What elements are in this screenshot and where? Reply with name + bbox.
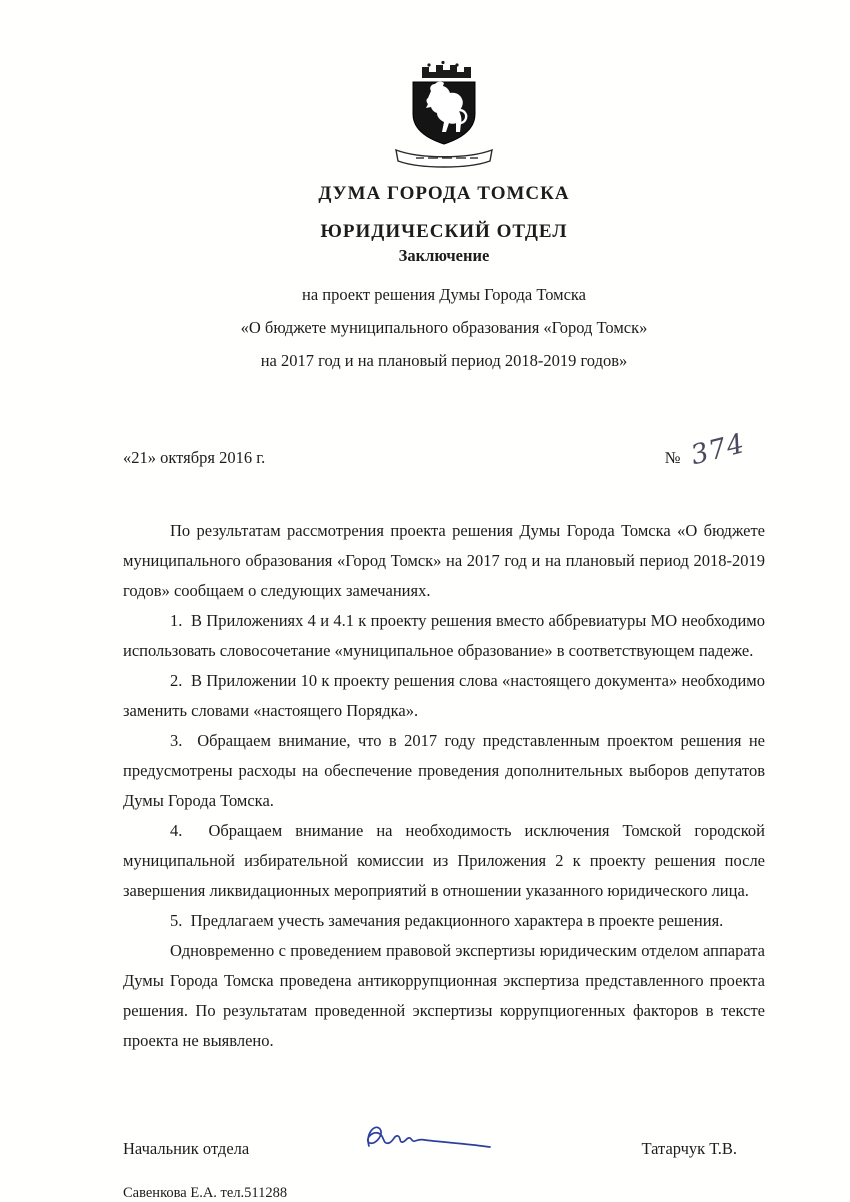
document-body xyxy=(123,516,765,1056)
org-name: ДУМА ГОРОДА ТОМСКА xyxy=(318,183,570,204)
paragraph-item-4: 4. Обращаем внимание на необходимость исключения Томской городской муниципальной избирательной комиссии из Приложения 2 к проекту решения после завершения ликвидационных мероприятий в отношении указанного юридического лица. xyxy=(123,821,765,900)
handwritten-number: 374 xyxy=(688,428,749,472)
document-date: «21» октября 2016 г. xyxy=(123,448,266,467)
date-number-row xyxy=(123,428,765,472)
signer-position: Начальник отдела xyxy=(123,1139,250,1158)
signoff-row xyxy=(123,1112,765,1159)
tomsk-coat-of-arms-icon xyxy=(382,58,506,175)
paragraph-item-1: 1. В Приложениях 4 и 4.1 к проекту решения вместо аббревиатуры МО необходимо использовать словосочетание «муниципальное образование» в соответствующем падеже. xyxy=(123,611,765,660)
paragraph-intro: По результатам рассмотрения проекта решения Думы Города Томска «О бюджете муниципального образования «Город Томск» на 2017 год и на плановый период 2018-2019 годов» сообщаем о следующих замечаниях. xyxy=(123,521,765,600)
handwritten-signature-icon xyxy=(335,1118,495,1165)
paragraph-item-5: 5. Предлагаем учесть замечания редакционного характера в проекте решения. xyxy=(170,911,724,930)
subject-line-1: на проект решения Думы Города Томска xyxy=(301,285,587,304)
document-type-title: Заключение xyxy=(398,246,490,265)
paragraph-item-2: 2. В Приложении 10 к проекту решения слова «настоящего документа» необходимо заменить словами «настоящего Порядка». xyxy=(123,671,765,720)
subject-line-2: «О бюджете муниципального образования «Город Томск» xyxy=(240,318,648,337)
number-sign: № xyxy=(664,448,681,467)
department-name: ЮРИДИЧЕСКИЙ ОТДЕЛ xyxy=(320,221,568,242)
subject-line-3: на 2017 год и на плановый период 2018-2019 годов» xyxy=(260,351,628,370)
executor-contact: Савенкова Е.А. тел.511288 xyxy=(123,1185,288,1201)
paragraph-closing: Одновременно с проведением правовой экспертизы юридическим отделом аппарата Думы Города Томска проведена антикоррупционная экспертиза представленного проекта решения. По результатам проведенной экспертизы коррупциогенных факторов в тексте проекта не выявлено. xyxy=(123,941,765,1050)
crown-shape xyxy=(422,65,471,78)
document-number-block xyxy=(664,428,765,472)
subject-block xyxy=(123,278,765,377)
signer-name: Татарчук Т.В. xyxy=(641,1139,737,1158)
paragraph-item-3: 3. Обращаем внимание, что в 2017 году представленным проектом решения не предусмотрены расходы на обеспечение проведения дополнительных выборов депутатов Думы Города Томска. xyxy=(123,731,765,810)
